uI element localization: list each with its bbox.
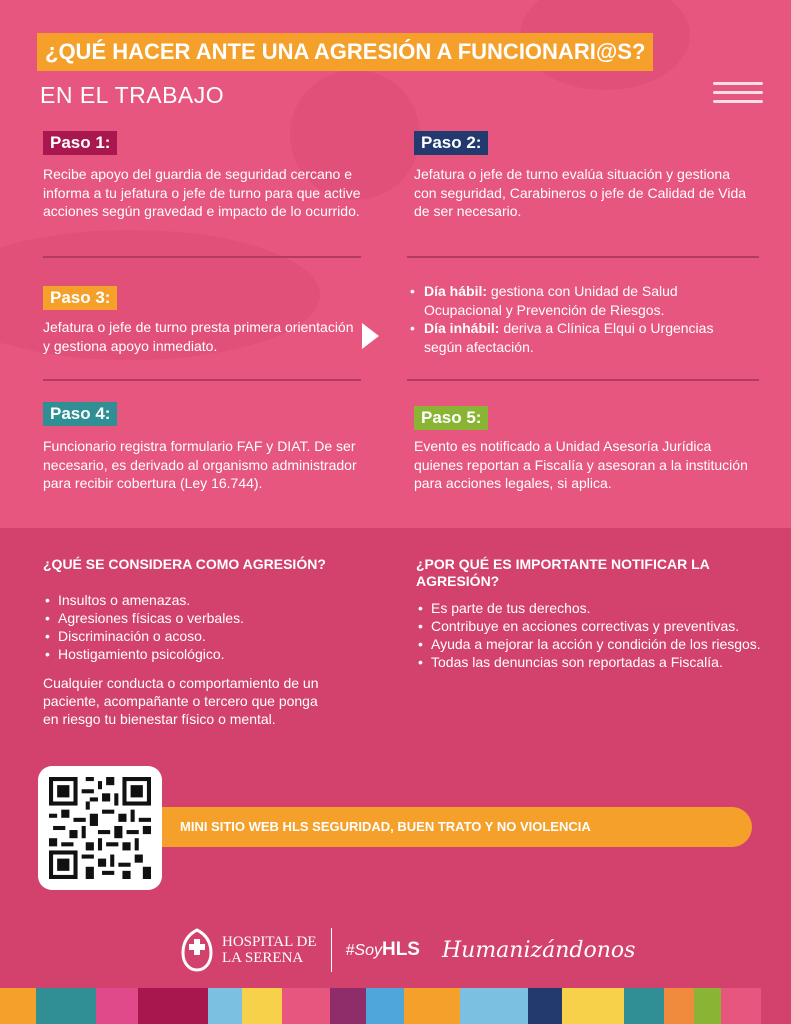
divider [43,256,361,258]
step-1-label: Paso 1: [43,131,117,155]
page-title: ¿QUÉ HACER ANTE UNA AGRESIÓN A FUNCIONARI@S? [37,33,653,71]
aggression-definition: Cualquier conducta o comportamiento de un paciente, acompañante o tercero que ponga en riesgo tu bienestar físico o mental. [43,675,319,727]
decorative-pattern-strip [0,988,791,1024]
list-item: • Todas las denuncias son reportadas a Fiscalía. [416,653,761,671]
step-3-text: Jefatura o jefe de turno presta primera orientación y gestiona apoyo inmediato. [43,319,354,354]
step-5-text: Evento es notificado a Unidad Asesoría Jurídica quienes reportan a Fiscalía y asesoran a la institución para acciones legales, si aplica. [414,438,748,491]
list-item: • Ayuda a mejorar la acción y condición de los riesgos. [416,635,761,653]
qr-code[interactable] [38,766,162,890]
step-3-options [410,282,755,356]
list-item: • Discriminación o acoso. [43,627,363,645]
hospital-name-line1: HOSPITAL DE [222,934,317,950]
step-4-text: Funcionario registra formulario FAF y DIAT. De ser necesario, es derivado al organismo administrador para recibir cobertura (Ley 16.744). [43,438,357,491]
step-4-label: Paso 4: [43,402,117,426]
mini-site-link[interactable]: MINI SITIO WEB HLS SEGURIDAD, BUEN TRATO Y NO VIOLENCIA [160,807,752,847]
step-5-label: Paso 5: [414,406,488,430]
decorative-lines [713,82,763,109]
step-3-label: Paso 3: [43,286,117,310]
list-item: • Contribuye en acciones correctivas y preventivas. [416,617,761,635]
aggression-list [43,591,363,663]
hospital-emblem-icon [180,927,214,973]
footer-logos [180,922,635,978]
step-2-label: Paso 2: [414,131,488,155]
slogan-logo: Humanizándonos [441,937,636,963]
hospital-name-line2: LA SERENA [222,950,304,966]
aggression-heading: ¿QUÉ SE CONSIDERA COMO AGRESIÓN? [43,556,326,572]
option-non-working-day: • Día inhábil: deriva a Clínica Elqui o Urgencias según afectación. [410,319,755,356]
hospital-logo [180,927,317,973]
page-subtitle: EN EL TRABAJO [40,82,225,108]
option-working-day: • Día hábil: gestiona con Unidad de Salud Ocupacional y Prevención de Riesgos. [410,282,755,319]
divider [43,379,361,381]
notify-list [416,599,761,671]
list-item: • Agresiones físicas o verbales. [43,609,363,627]
step-2-text: Jefatura o jefe de turno evalúa situación y gestiona con seguridad, Carabineros o jefe de Calidad de Vida de ser necesario. [414,166,747,219]
footer-separator [331,928,332,972]
qr-code-icon [49,777,151,879]
list-item: • Insultos o amenazas. [43,591,363,609]
divider [407,379,759,381]
list-item: • Hostigamiento psicológico. [43,645,363,663]
hashtag-logo: #SoyHLS [345,939,420,960]
notify-heading: ¿POR QUÉ ES IMPORTANTE NOTIFICAR LA AGRESIÓN? [416,556,710,589]
divider [407,256,759,258]
arrow-right-icon [362,323,379,349]
step-1-text: Recibe apoyo del guardia de seguridad cercano e informa a tu jefatura o jefe de turno para que active acciones según gravedad e impacto de lo ocurrido. [43,166,361,219]
list-item: • Es parte de tus derechos. [416,599,761,617]
